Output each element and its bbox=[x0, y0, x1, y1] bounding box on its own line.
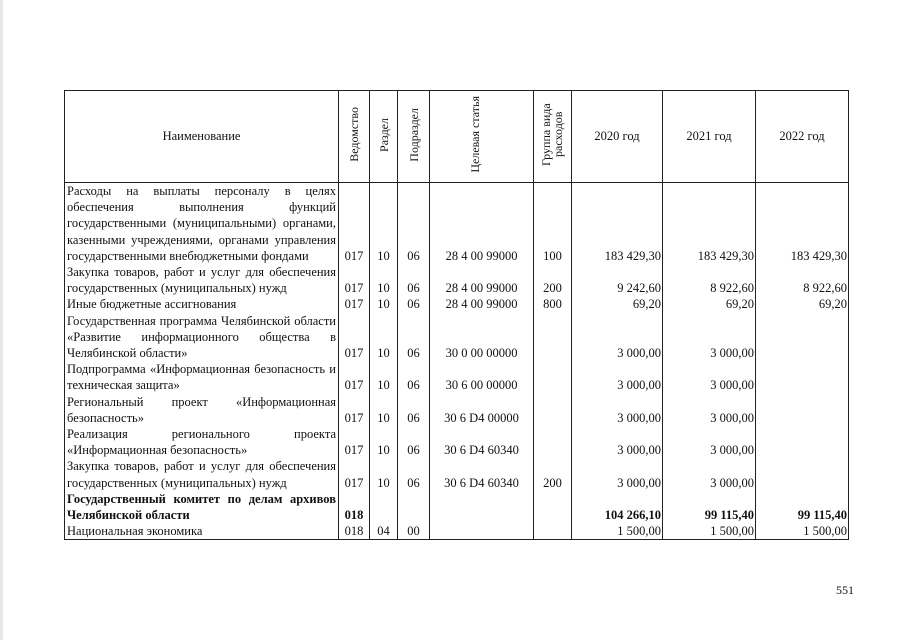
cell-y2020: 9 242,60 bbox=[572, 264, 663, 296]
cell-section: 10 bbox=[370, 264, 398, 296]
cell-section: 04 bbox=[370, 523, 398, 540]
cell-section: 10 bbox=[370, 426, 398, 458]
cell-group bbox=[534, 313, 572, 362]
cell-dept: 018 bbox=[339, 523, 370, 540]
header-group bbox=[534, 91, 572, 183]
cell-y2022 bbox=[756, 458, 849, 490]
cell-y2021: 99 115,40 bbox=[663, 491, 756, 523]
cell-y2022: 8 922,60 bbox=[756, 264, 849, 296]
budget-table-container bbox=[64, 90, 849, 540]
cell-section: 10 bbox=[370, 183, 398, 265]
cell-dept: 017 bbox=[339, 361, 370, 393]
cell-y2022: 183 429,30 bbox=[756, 183, 849, 265]
header-section bbox=[370, 91, 398, 183]
header-2022-label: 2022 год bbox=[779, 129, 825, 143]
table-row bbox=[65, 313, 849, 362]
table-row bbox=[65, 361, 849, 393]
header-group-label: Группа вида расходов bbox=[538, 103, 565, 166]
cell-y2022 bbox=[756, 394, 849, 426]
cell-name: Региональный проект «Информационная безопасность» bbox=[65, 394, 339, 426]
cell-y2021: 3 000,00 bbox=[663, 426, 756, 458]
table-row bbox=[65, 264, 849, 296]
cell-subsection bbox=[398, 491, 430, 523]
cell-y2020: 3 000,00 bbox=[572, 394, 663, 426]
header-2021-label: 2021 год bbox=[686, 129, 732, 143]
cell-y2020: 69,20 bbox=[572, 296, 663, 312]
cell-y2022 bbox=[756, 313, 849, 362]
cell-subsection: 06 bbox=[398, 458, 430, 490]
cell-name: Расходы на выплаты персоналу в целях обеспечения выполнения функций государственными (муниципальными) органами, казенными учреждениями, органами управления государственными внебюджетными фондами bbox=[65, 183, 339, 265]
cell-name: Государственный комитет по делам архивов Челябинской области bbox=[65, 491, 339, 523]
table-row bbox=[65, 523, 849, 540]
cell-y2021: 3 000,00 bbox=[663, 394, 756, 426]
cell-y2021: 69,20 bbox=[663, 296, 756, 312]
header-2022 bbox=[756, 91, 849, 183]
header-target-label: Целевая статья bbox=[467, 96, 482, 173]
cell-y2022: 69,20 bbox=[756, 296, 849, 312]
cell-name: Подпрограмма «Информационная безопасность и техническая защита» bbox=[65, 361, 339, 393]
cell-subsection: 06 bbox=[398, 394, 430, 426]
header-subsection-label: Подраздел bbox=[406, 107, 421, 162]
cell-section: 10 bbox=[370, 458, 398, 490]
cell-dept: 017 bbox=[339, 458, 370, 490]
cell-group bbox=[534, 426, 572, 458]
page-edge-shadow bbox=[0, 0, 3, 640]
cell-group: 200 bbox=[534, 264, 572, 296]
cell-name: Реализация регионального проекта «Информационная безопасность» bbox=[65, 426, 339, 458]
cell-y2021: 183 429,30 bbox=[663, 183, 756, 265]
cell-subsection: 06 bbox=[398, 361, 430, 393]
cell-subsection: 00 bbox=[398, 523, 430, 540]
cell-target: 30 6 00 00000 bbox=[430, 361, 534, 393]
cell-target bbox=[430, 491, 534, 523]
cell-y2021: 1 500,00 bbox=[663, 523, 756, 540]
cell-group bbox=[534, 361, 572, 393]
cell-y2020: 3 000,00 bbox=[572, 458, 663, 490]
cell-y2021: 3 000,00 bbox=[663, 458, 756, 490]
cell-target: 30 6 D4 60340 bbox=[430, 426, 534, 458]
cell-dept: 017 bbox=[339, 264, 370, 296]
cell-section bbox=[370, 491, 398, 523]
cell-y2020: 3 000,00 bbox=[572, 313, 663, 362]
cell-y2020: 3 000,00 bbox=[572, 426, 663, 458]
cell-dept: 017 bbox=[339, 426, 370, 458]
cell-group bbox=[534, 491, 572, 523]
cell-dept: 018 bbox=[339, 491, 370, 523]
cell-y2020: 104 266,10 bbox=[572, 491, 663, 523]
table-row bbox=[65, 426, 849, 458]
header-target bbox=[430, 91, 534, 183]
table-row bbox=[65, 458, 849, 490]
table-row bbox=[65, 491, 849, 523]
cell-section: 10 bbox=[370, 296, 398, 312]
cell-y2021: 8 922,60 bbox=[663, 264, 756, 296]
header-dept bbox=[339, 91, 370, 183]
cell-group: 100 bbox=[534, 183, 572, 265]
cell-y2022 bbox=[756, 361, 849, 393]
header-name-label: Наименование bbox=[162, 129, 241, 143]
table-body bbox=[65, 183, 849, 540]
cell-y2020: 3 000,00 bbox=[572, 361, 663, 393]
cell-target: 28 4 00 99000 bbox=[430, 296, 534, 312]
header-name bbox=[65, 91, 339, 183]
cell-y2021: 3 000,00 bbox=[663, 313, 756, 362]
header-2020 bbox=[572, 91, 663, 183]
cell-name: Закупка товаров, работ и услуг для обеспечения государственных (муниципальных) нужд bbox=[65, 458, 339, 490]
header-section-label: Раздел bbox=[376, 117, 391, 152]
cell-subsection: 06 bbox=[398, 264, 430, 296]
cell-section: 10 bbox=[370, 361, 398, 393]
cell-target: 30 6 D4 00000 bbox=[430, 394, 534, 426]
cell-group: 800 bbox=[534, 296, 572, 312]
cell-y2022 bbox=[756, 426, 849, 458]
page-number: 551 bbox=[836, 583, 854, 597]
cell-target: 28 4 00 99000 bbox=[430, 183, 534, 265]
cell-dept: 017 bbox=[339, 183, 370, 265]
table-row bbox=[65, 296, 849, 312]
cell-name: Иные бюджетные ассигнования bbox=[65, 296, 339, 312]
cell-subsection: 06 bbox=[398, 296, 430, 312]
cell-dept: 017 bbox=[339, 313, 370, 362]
cell-group bbox=[534, 394, 572, 426]
header-2021 bbox=[663, 91, 756, 183]
cell-y2022: 1 500,00 bbox=[756, 523, 849, 540]
cell-target bbox=[430, 523, 534, 540]
table-row bbox=[65, 394, 849, 426]
cell-target: 30 6 D4 60340 bbox=[430, 458, 534, 490]
cell-target: 28 4 00 99000 bbox=[430, 264, 534, 296]
cell-name: Национальная экономика bbox=[65, 523, 339, 540]
cell-target: 30 0 00 00000 bbox=[430, 313, 534, 362]
cell-group: 200 bbox=[534, 458, 572, 490]
header-subsection bbox=[398, 91, 430, 183]
table-row bbox=[65, 183, 849, 265]
cell-y2020: 1 500,00 bbox=[572, 523, 663, 540]
cell-dept: 017 bbox=[339, 296, 370, 312]
cell-name: Государственная программа Челябинской области «Развитие информационного общества в Челябинской области» bbox=[65, 313, 339, 362]
cell-y2020: 183 429,30 bbox=[572, 183, 663, 265]
cell-y2022: 99 115,40 bbox=[756, 491, 849, 523]
header-dept-label: Ведомство bbox=[347, 107, 361, 162]
table-header bbox=[65, 91, 849, 183]
cell-section: 10 bbox=[370, 313, 398, 362]
cell-y2021: 3 000,00 bbox=[663, 361, 756, 393]
cell-subsection: 06 bbox=[398, 313, 430, 362]
cell-subsection: 06 bbox=[398, 183, 430, 265]
cell-name: Закупка товаров, работ и услуг для обеспечения государственных (муниципальных) нужд bbox=[65, 264, 339, 296]
cell-subsection: 06 bbox=[398, 426, 430, 458]
header-2020-label: 2020 год bbox=[594, 129, 640, 143]
budget-table bbox=[64, 90, 849, 540]
cell-dept: 017 bbox=[339, 394, 370, 426]
cell-section: 10 bbox=[370, 394, 398, 426]
cell-group bbox=[534, 523, 572, 540]
